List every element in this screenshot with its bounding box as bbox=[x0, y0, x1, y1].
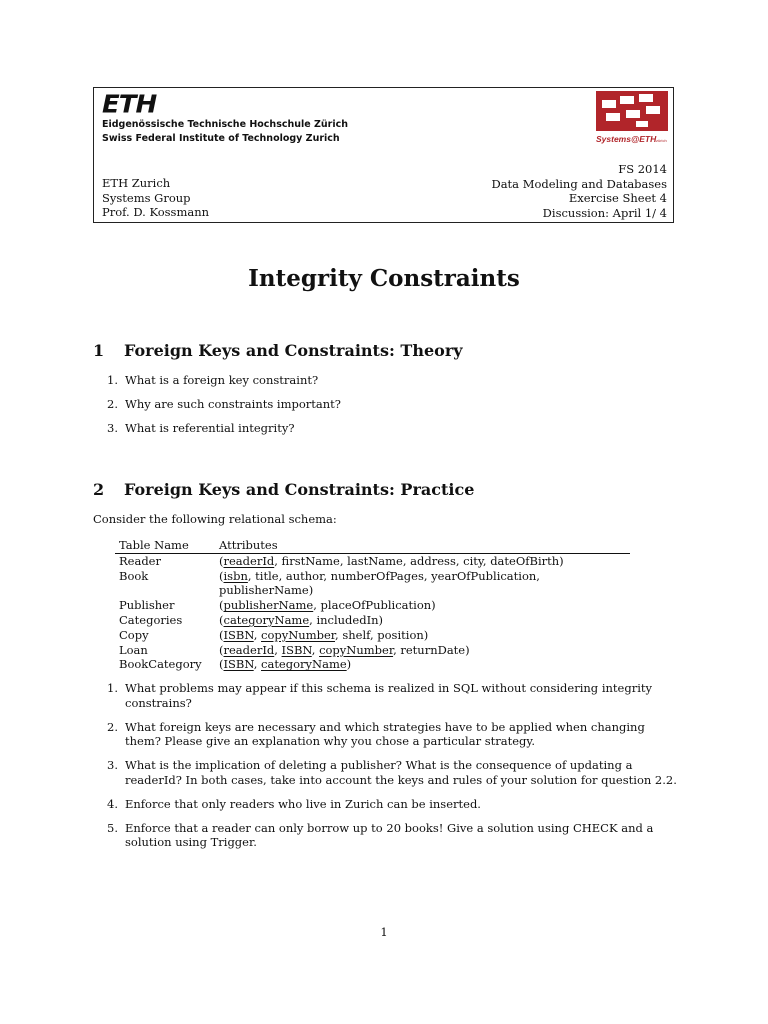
question-item bbox=[107, 720, 677, 749]
schema-table-name: Publisher bbox=[119, 598, 175, 613]
primary-key-attribute: isbn bbox=[223, 568, 248, 583]
schema-table-name: Loan bbox=[119, 642, 148, 657]
section-number: 2 bbox=[93, 480, 105, 499]
header-right-line: Discussion: April 1/ 4 bbox=[542, 205, 667, 220]
institution-german: Eidgenössische Technische Hochschule Zürich bbox=[102, 119, 348, 130]
schema-table-body bbox=[115, 554, 630, 672]
question-text: Enforce that only readers who live in Zurich can be inserted. bbox=[125, 796, 481, 811]
eth-logo: ETH bbox=[102, 90, 157, 120]
other-attributes: , returnDate) bbox=[393, 642, 470, 657]
open-paren: ( bbox=[219, 553, 224, 568]
systems-logo-text: Systems@ETH bbox=[596, 134, 657, 144]
question-number: 3. bbox=[107, 421, 118, 435]
schema-table-header bbox=[115, 538, 630, 554]
question-item bbox=[107, 373, 677, 388]
schema-attributes bbox=[219, 554, 630, 569]
schema-row bbox=[115, 643, 630, 658]
other-attributes: , title, author, numberOfPages, yearOfPublication, publisherName) bbox=[219, 568, 540, 598]
question-item bbox=[107, 758, 677, 787]
schema-table-name: Copy bbox=[119, 627, 149, 642]
section-1-questions bbox=[107, 373, 677, 436]
schema-row bbox=[115, 598, 630, 613]
header-left-info bbox=[102, 176, 209, 220]
primary-key-attribute: ISBN bbox=[223, 627, 254, 642]
open-paren: ( bbox=[219, 612, 224, 627]
primary-key-attribute: categoryName bbox=[223, 612, 310, 627]
question-number: 5. bbox=[107, 820, 118, 835]
question-number: 2. bbox=[107, 719, 118, 734]
header-left-line: ETH Zurich bbox=[102, 176, 171, 190]
question-item bbox=[107, 797, 677, 812]
primary-key-attribute: publisherName bbox=[223, 598, 314, 613]
section-2-heading bbox=[93, 480, 474, 499]
question-number: 1. bbox=[107, 373, 118, 387]
header-left-line: Prof. D. Kossmann bbox=[102, 205, 210, 219]
other-attributes: , shelf, position) bbox=[335, 627, 429, 642]
question-item bbox=[107, 681, 677, 710]
schema-attributes: (ISBN, categoryName) bbox=[219, 657, 352, 672]
question-text: What problems may appear if this schema is realized in SQL without considering integrity constrains? bbox=[125, 681, 652, 710]
question-number: 1. bbox=[107, 681, 118, 695]
primary-key-attribute: ISBN bbox=[281, 642, 312, 657]
question-text: What is the implication of deleting a publisher? What is the consequence of updating a readerId? In both cases, take into account the keys and rules of your solution for question 2.2. bbox=[125, 758, 677, 787]
header-right-line: Exercise Sheet 4 bbox=[568, 191, 667, 205]
section-title: Foreign Keys and Constraints: Practice bbox=[124, 480, 475, 499]
section-title: Foreign Keys and Constraints: Theory bbox=[124, 341, 463, 360]
institution-english: Swiss Federal Institute of Technology Zurich bbox=[102, 133, 340, 144]
other-attributes: , firstName, lastName, address, city, dateOfBirth) bbox=[274, 553, 564, 568]
question-number: 4. bbox=[107, 796, 118, 811]
primary-key-attribute: categoryName bbox=[261, 657, 347, 672]
question-text: Enforce that a reader can only borrow up to 20 books! Give a solution using CHECK and a solution using Trigger. bbox=[125, 820, 654, 849]
schema-table-name: Book bbox=[119, 568, 149, 583]
question-item bbox=[107, 397, 677, 412]
header-box bbox=[93, 87, 674, 223]
schema-attributes bbox=[219, 569, 630, 599]
question-number: 2. bbox=[107, 397, 118, 411]
systems-logo-suffix: zürich bbox=[656, 138, 667, 143]
open-paren: ( bbox=[219, 568, 224, 583]
schema-row bbox=[115, 628, 630, 643]
open-paren: ( bbox=[219, 598, 224, 613]
other-attributes: ) bbox=[346, 657, 352, 672]
question-text: Why are such constraints important? bbox=[125, 397, 341, 411]
schema-table-name: Reader bbox=[119, 553, 161, 568]
schema-row bbox=[115, 569, 630, 599]
primary-key-attribute: copyNumber bbox=[261, 627, 336, 642]
other-attributes: , includedIn) bbox=[309, 612, 384, 627]
section-1-heading bbox=[93, 341, 463, 360]
question-text: What is referential integrity? bbox=[125, 421, 295, 435]
schema-row bbox=[115, 657, 630, 672]
question-item bbox=[107, 421, 677, 436]
question-item bbox=[107, 821, 677, 850]
systems-group-logo bbox=[596, 91, 668, 147]
open-paren: ( bbox=[219, 657, 224, 672]
schema-table bbox=[115, 538, 630, 672]
primary-key-attribute: readerId bbox=[223, 553, 275, 568]
question-text: What is a foreign key constraint? bbox=[125, 373, 319, 387]
question-number: 3. bbox=[107, 758, 118, 772]
header-right-line: FS 2014 bbox=[618, 162, 667, 176]
schema-row bbox=[115, 554, 630, 569]
open-paren: ( bbox=[219, 627, 224, 642]
page-title: Integrity Constraints bbox=[248, 265, 520, 292]
column-header-table-name: Table Name bbox=[119, 538, 189, 552]
section-2-questions bbox=[107, 681, 677, 850]
schema-attributes bbox=[219, 598, 630, 613]
other-attributes: , placeOfPublication) bbox=[313, 598, 436, 613]
question-text: What foreign keys are necessary and which strategies have to be applied when changing them? Please give an explanation why you chose a particular strategy. bbox=[125, 719, 645, 748]
schema-intro: Consider the following relational schema: bbox=[93, 512, 337, 526]
column-header-attributes: Attributes bbox=[219, 538, 278, 552]
header-right-line: Data Modeling and Databases bbox=[491, 176, 667, 191]
primary-key-attribute: copyNumber bbox=[319, 642, 394, 657]
schema-attributes: (ISBN, copyNumber, shelf, position) bbox=[219, 627, 429, 642]
header-right-info bbox=[491, 162, 667, 220]
open-paren: ( bbox=[219, 642, 224, 657]
primary-key-attribute: ISBN bbox=[223, 657, 254, 672]
header-left-line: Systems Group bbox=[102, 190, 191, 205]
page-number: 1 bbox=[380, 925, 388, 939]
section-number: 1 bbox=[93, 341, 105, 360]
schema-attributes bbox=[219, 613, 630, 628]
primary-key-attribute: readerId bbox=[223, 642, 275, 657]
schema-table-name: Categories bbox=[119, 612, 183, 627]
schema-table-name: BookCategory bbox=[119, 657, 202, 672]
schema-row bbox=[115, 613, 630, 628]
schema-attributes: (readerId, ISBN, copyNumber, returnDate) bbox=[219, 642, 470, 657]
